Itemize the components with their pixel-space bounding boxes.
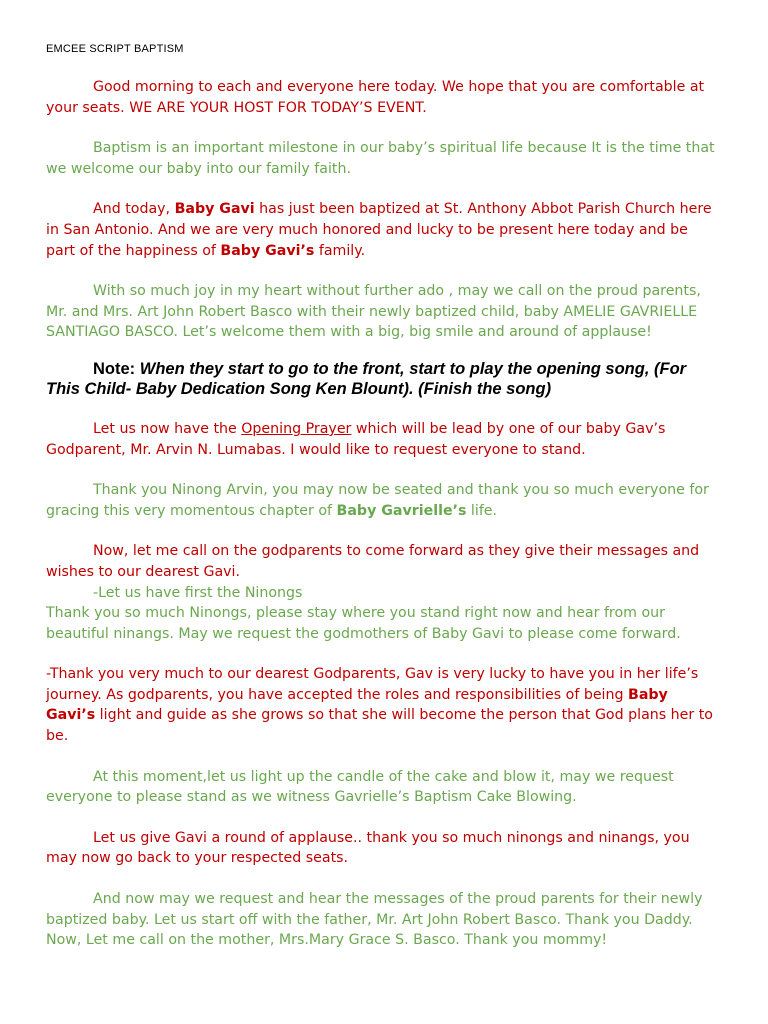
bold-name-baby-gavi: Baby Gavi [174,201,255,218]
paragraph-thank-ninong-arvin [46,480,716,521]
text-run: has just been baptized at St. Anthony Abbot Parish Church here in San Antonio. And we are very much honored and lucky to be present here today and be part of the happiness of [46,201,712,259]
text-run: Thank you Ninong Arvin, you may now be seated and thank you so much everyone for gracing this very momentous chapter of [46,482,709,519]
paragraph-thank-godparents [46,664,716,746]
paragraph-greeting: Good morning to each and everyone here today. We hope that you are comfortable at your seats. WE ARE YOUR HOST FOR TODAY’S EVENT. [46,79,705,116]
text-run: -Thank you very much to our dearest Godparents, Gav is very lucky to have you in her life’s journey. As godparents, you have accepted the roles and responsibilities of being [46,666,699,703]
paragraph-parents-messages: And now may we request and hear the messages of the proud parents for their newly baptized baby. Let us start off with the father, Mr. Art John Robert Basco. Thank you Daddy. Now, Let me call on the mother, Mrs.Mary Grace S. Basco. Thank you mommy! [46,891,703,949]
paragraph-godparents-forward: Now, let me call on the godparents to come forward as they give their messages and wishes to our dearest Gavi. [46,543,700,580]
paragraph-call-parents: With so much joy in my heart without further ado , may we call on the proud parents, Mr. and Mrs. Art John Robert Basco with their newly baptized child, baby AMELIE GAVRIELLE SANTIAGO BASCO. Let’s welcome them with a big, big smile and around of applause! [46,283,701,341]
paragraph-opening-prayer [46,419,716,460]
note-label: Note: [93,359,140,378]
bold-name-baby-gavrielles: Baby Gavrielle’s [336,502,467,519]
paragraph-round-of-applause: Let us give Gavi a round of applause.. thank you so much ninongs and ninangs, you may now go back to your respected seats. [46,829,690,867]
note-text: When they start to go to the front, start to play the opening song, (For This Child- Baby Dedication Song Ken Blount). (Finish the song) [46,359,687,398]
paragraph-baby-gavi-baptized [46,199,716,261]
text-run: which will be lead by one of our baby Gav’s Godparent, Mr. Arvin N. Lumabas. I would like to request everyone to stand. [46,420,666,458]
text-run: Let us now have the [93,420,242,437]
document-title: EMCEE SCRIPT BAPTISM [46,43,184,55]
text-run: And today, [93,201,175,218]
text-run: light and guide as she grows so that she will become the person that God plans her to be. [46,707,713,745]
text-run: life. [466,502,498,519]
line-ninongs-first: -Let us have first the Ninongs [93,584,303,601]
underlined-opening-prayer: Opening Prayer [241,420,352,437]
paragraph-baptism-milestone: Baptism is an important milestone in our baby’s spiritual life because It is the time that we welcome our baby into our family faith. [46,140,715,177]
paragraph-thank-ninongs: Thank you so much Ninongs, please stay where you stand right now and hear from our beautiful ninangs. May we request the godmothers of Baby Gavi to please come forward. [46,605,681,642]
bold-name-baby-gavis: Baby Gavi’s [220,242,315,259]
note-opening-song [46,359,716,399]
text-run: family. [314,242,366,259]
paragraph-cake-blowing: At this moment,let us light up the candle of the cake and blow it, may we request everyone to please stand as we witness Gavrielle’s Baptism Cake Blowing. [46,768,674,806]
bold-name-baby-gavis: Baby Gavi’s [46,686,668,724]
